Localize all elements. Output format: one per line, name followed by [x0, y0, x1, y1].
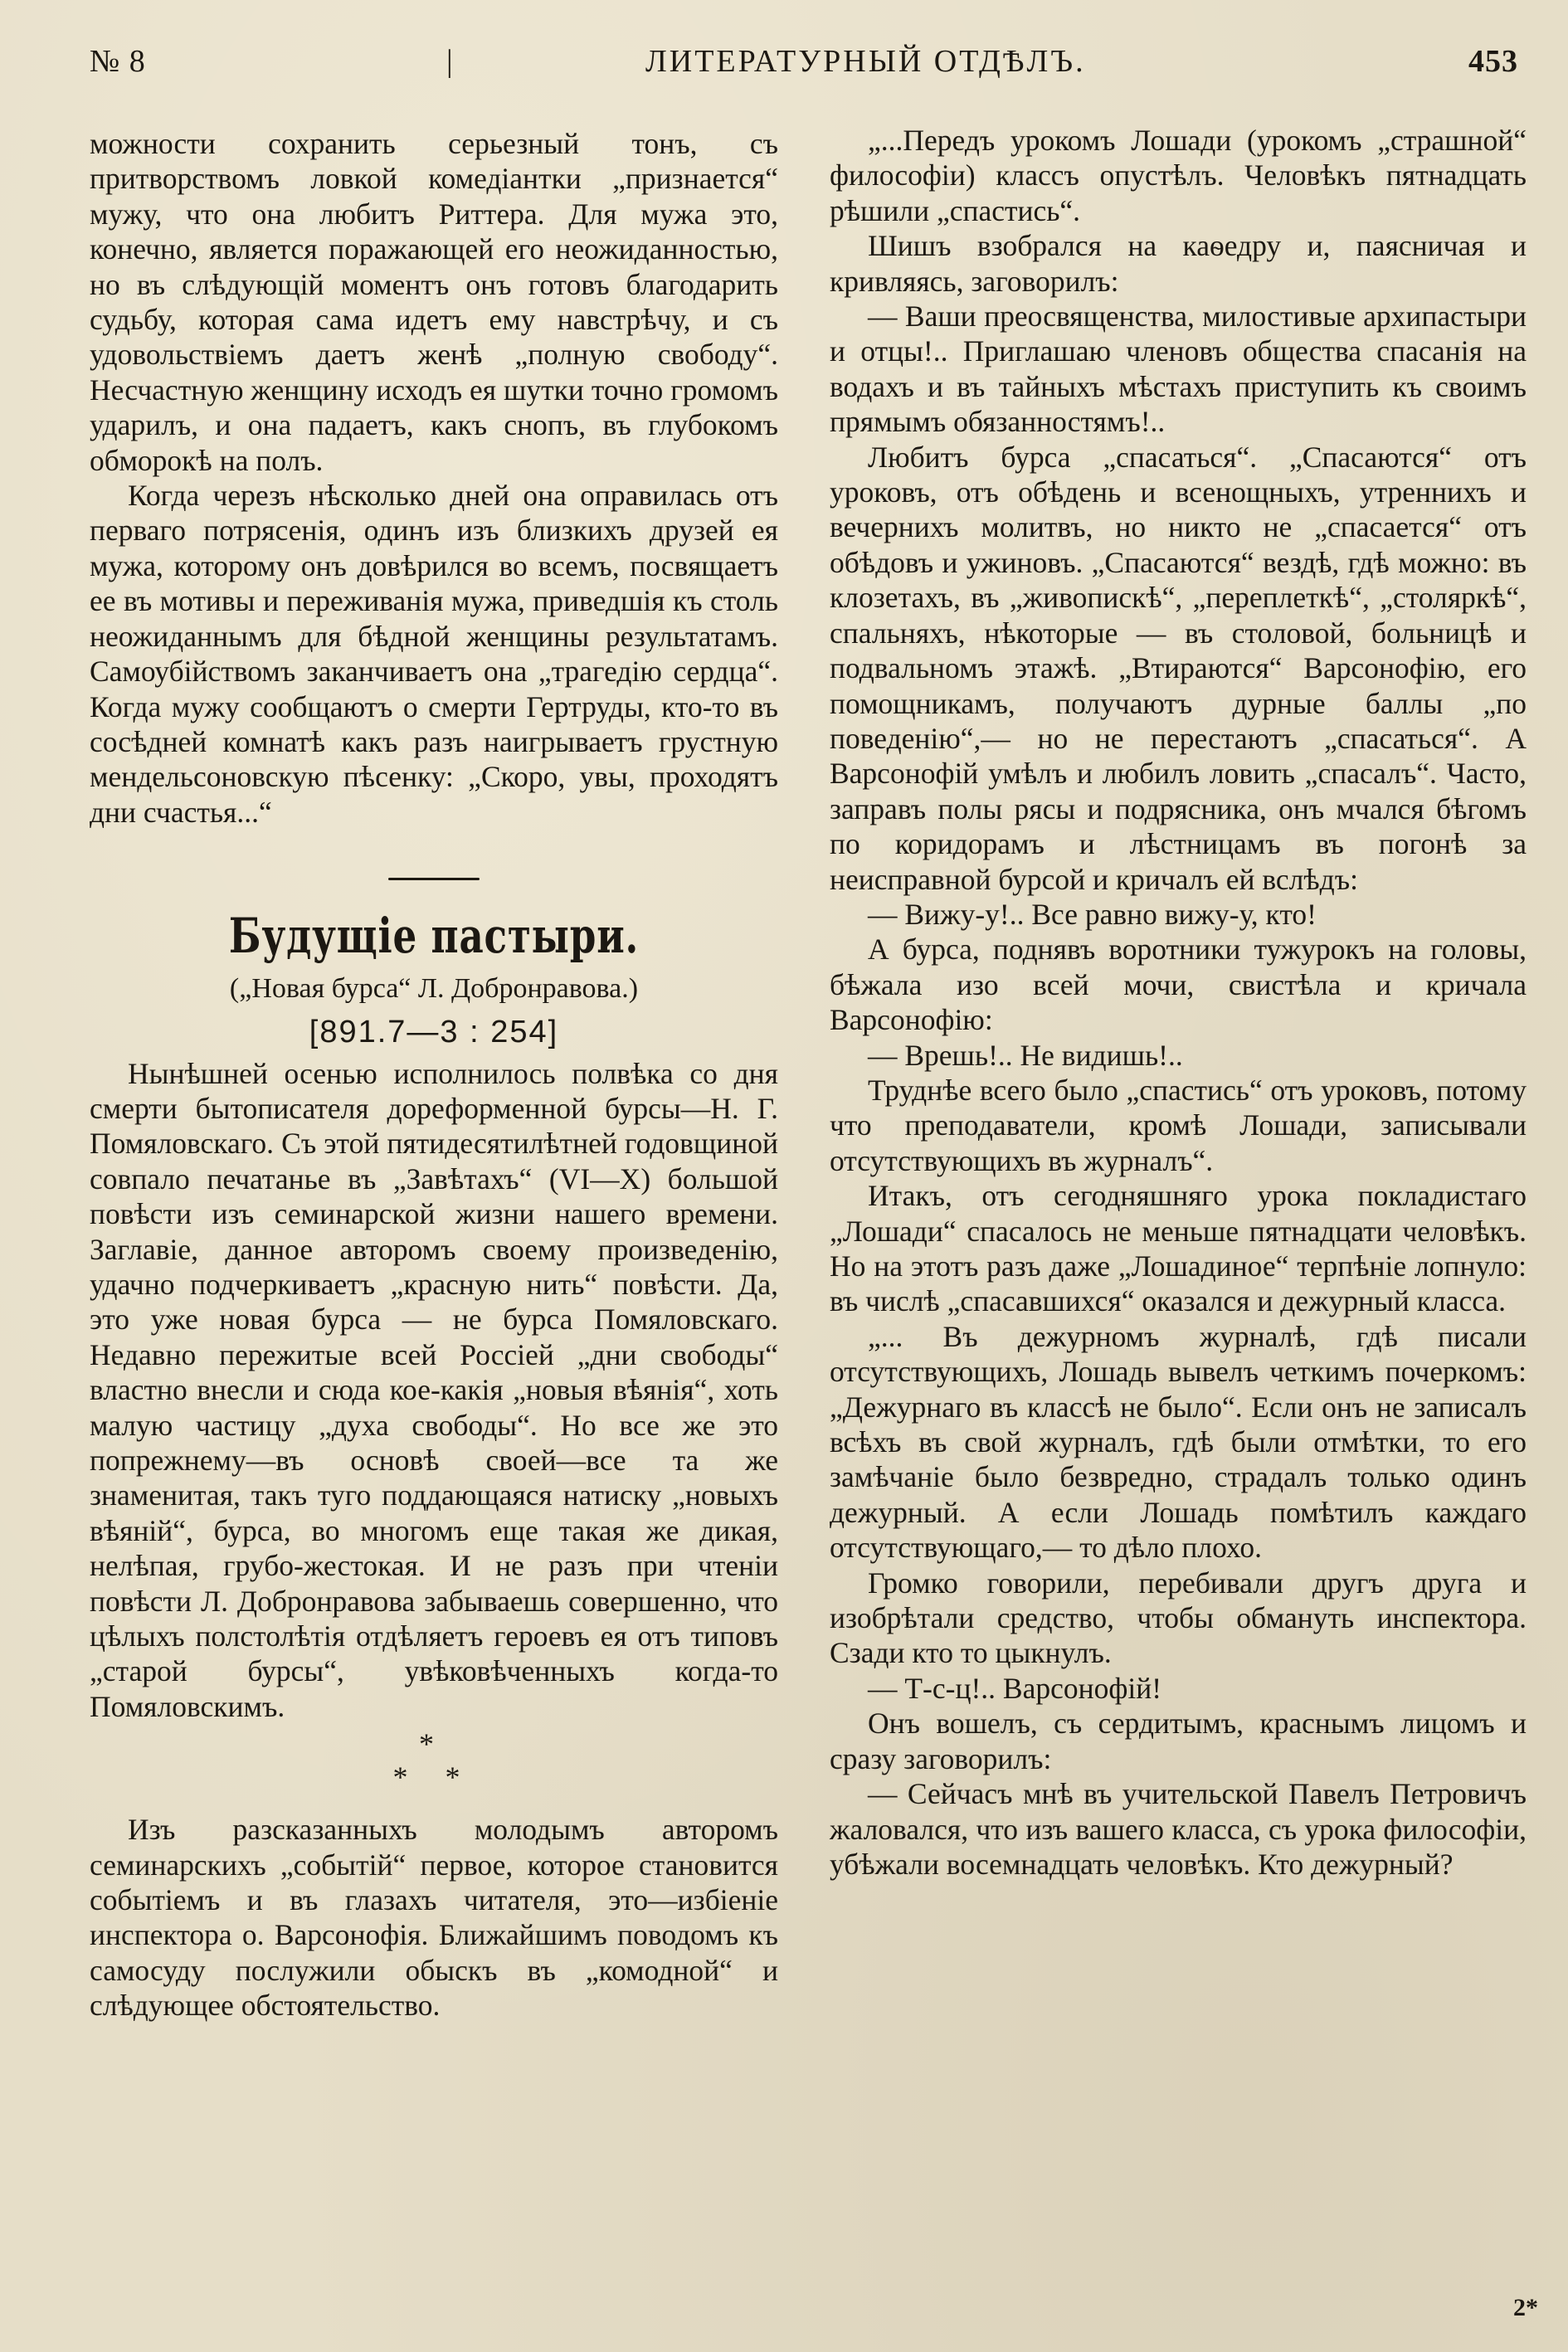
- article-subtitle: („Новая бурса“ Л. Добронравова.): [229, 972, 639, 1004]
- dialogue-line: — Ваши преосвященства, милостивые архипастыри и отцы!.. Приглашаю членовъ общества спасанія на водахъ и въ тайныхъ мѣстахъ приступить къ своимъ прямымъ обязанностямъ!..: [830, 299, 1527, 439]
- dialogue-line: — Вижу-у!.. Все равно вижу-у, кто!: [868, 897, 1317, 931]
- paragraph: Итакъ, отъ сегодняшняго урока покладистаго „Лошади“ спасалось не меньше пятнадцати человѣкъ. Но на этотъ разъ даже „Лошадиное“ терпѣніе лопнуло: въ числѣ „спасавшихся“ оказался и дежурный класса.: [830, 1179, 1527, 1318]
- quote-paragraph: Труднѣе всего было „спастись“ отъ уроковъ, потому что преподаватели, кромѣ Лошади, записывали отсутствующихъ въ журналъ“.: [830, 1073, 1527, 1177]
- quote-paragraph: Шишъ взобрался на каѳедру и, паясничая и кривляясь, заговорилъ:: [830, 229, 1527, 298]
- paragraph: Нынѣшней осенью исполнилось полвѣка со дня смерти бытописателя дореформенной бурсы—Н. Г. Помяловскаго. Съ этой пятидесятилѣтней годовщиной совпало печатанье въ „Завѣтахъ“ (VI—X) большой повѣсти изъ семинарской жизни нашего времени. Заглавіе, данное авторомъ своему произведенію, удачно подчеркиваетъ „красную нить“ повѣсти. Да, это уже новая бурса — не бурса Помяловскаго. Недавно пережитые всей Россіей „дни свободы“ властно внесли и сюда кое-какія „новыя вѣянія“, хоть малую частицу „духа свободы“. Но все же это попрежнему—въ основѣ своей—все та же знаменитая, такъ туго поддающаяся натиску „новыхъ вѣяній“, бурса, во многомъ еще такая же дикая, нелѣпая, грубо-жестокая. И не разъ при чтеніи повѣсти Л. Добронравова забываешь совершенно, что цѣлыхъ полстолѣтія отдѣляетъ героевъ ея отъ типовъ „старой бурсы“, увѣковѣченныхъ когда-то Помяловскимъ.: [90, 1056, 778, 1723]
- classification-code: [891.7—3 : 254]: [309, 1014, 559, 1049]
- quote-paragraph: „... Въ дежурномъ журналѣ, гдѣ писали отсутствующихъ, Лошадь вывелъ четкимъ почеркомъ: „Дежурнаго въ классѣ не было“. Если онъ не записалъ всѣхъ въ свой журналъ, гдѣ были отмѣтки, то его замѣчаніе было безвредно, страдалъ только одинъ дежурный. А если Лошадь помѣтилъ каждаго отсутствующаго,— то дѣло плохо.: [830, 1319, 1527, 1565]
- dialogue-line: — Врешь!.. Не видишь!..: [868, 1038, 1183, 1072]
- quote-paragraph: Громко говорили, перебивали другъ друга и изобрѣтали средство, чтобы обмануть инспектора. Сзади кто то цыкнулъ.: [830, 1566, 1527, 1670]
- quote-paragraph: Онъ вошелъ, съ сердитымъ, краснымъ лицомъ и сразу заговорилъ:: [830, 1707, 1527, 1775]
- page-number: 453: [1468, 44, 1518, 79]
- header-separator: |: [446, 44, 454, 79]
- asterism-divider: [90, 1727, 778, 1794]
- article-title: Будущіе пастыри.: [228, 907, 640, 964]
- left-column: [90, 126, 778, 2023]
- quote-paragraph: Любитъ бурса „спасаться“. „Спасаются“ отъ уроковъ, отъ обѣдень и всенощныхъ, утреннихъ и вечернихъ молитвъ, но никто не „спасается“ отъ обѣдовъ и ужиновъ. „Спасаются“ вездѣ, гдѣ можно: въ клозетахъ, въ „живопискѣ“, „переплеткѣ“, „столяркѣ“, спальняхъ, нѣкоторые — въ столовой, больницѣ и подвальномъ этажѣ. „Втираются“ Варсонофію, его помощникамъ, получаютъ дурные баллы „по поведенію“,— но не перестаютъ „спасаться“. А Варсонофій умѣлъ и любилъ ловить „спасалъ“. Часто, заправъ полы рясы и подрясника, онъ мчался бѣгомъ по коридорамъ и лѣстницамъ въ погонѣ за неисправной бурсой и кричалъ ей вслѣдъ:: [830, 440, 1527, 896]
- paragraph: Когда черезъ нѣсколько дней она оправилась отъ перваго потрясенія, одинъ изъ близкихъ друзей ея мужа, которому онъ довѣрился во всемъ, посвящаетъ ее въ мотивы и переживанія мужа, приведшія къ столь неожиданнымъ для бѣдной женщины результатамъ. Самоубійствомъ заканчиваетъ она „трагедію сердца“. Когда мужу сообщаютъ о смерти Гертруды, кто-то въ сосѣдней комнатѣ какъ разъ наигрываетъ грустную мендельсоновскую пѣсенку: „Скоро, увы, проходятъ дни счастья...“: [90, 479, 778, 829]
- dialogue-line: — Сейчасъ мнѣ въ учительской Павелъ Петровичъ жаловался, что изъ вашего класса, съ урока философіи, убѣжали восемнадцать человѣкъ. Кто дежурный?: [830, 1777, 1527, 1881]
- right-column: [830, 123, 1527, 1882]
- paragraph: можности сохранить серьезный тонъ, съ притворствомъ ловкой комедіантки „признается“ мужу, что она любитъ Риттера. Для мужа это, конечно, является поражающей его неожиданностью, но въ слѣдующій моментъ онъ готовъ благодарить судьбу, которая сама идетъ ему навстрѣчу, и съ удовольствіемъ даетъ женѣ „полную свободу“. Несчастную женщину исходъ ея шутки точно громомъ ударилъ, и она падаетъ, какъ снопъ, въ глубокомъ обморокѣ на полъ.: [90, 127, 778, 477]
- section-heading: ЛИТЕРАТУРНЫЙ ОТДѢЛЪ.: [645, 44, 1086, 79]
- asterism-bottom: * *: [392, 1760, 475, 1794]
- asterism-top: *: [419, 1727, 449, 1761]
- dialogue-line: — Т-с-ц!.. Варсонофій!: [868, 1671, 1162, 1705]
- signature-mark: 2*: [1513, 2294, 1538, 2321]
- paragraph: Изъ разсказанныхъ молодымъ авторомъ семинарскихъ „событій“ первое, которое становится событіемъ и въ глазахъ читателя, это—избіеніе инспектора о. Варсонофія. Ближайшимъ поводомъ къ самосуду послужили обыскъ въ „комодной“ и слѣдующее обстоятельство.: [90, 1813, 778, 2023]
- running-head: [90, 43, 1518, 85]
- quote-paragraph: А бурса, поднявъ воротники тужурокъ на головы, бѣжала изо всей мочи, свистѣла и кричала Варсонофію:: [830, 933, 1527, 1037]
- quote-paragraph: „...Передъ урокомъ Лошади (урокомъ „страшной“ философіи) классъ опустѣлъ. Человѣкъ пятнадцать рѣшили „спастись“.: [830, 124, 1527, 227]
- issue-number: № 8: [90, 44, 146, 79]
- section-divider: [90, 853, 778, 888]
